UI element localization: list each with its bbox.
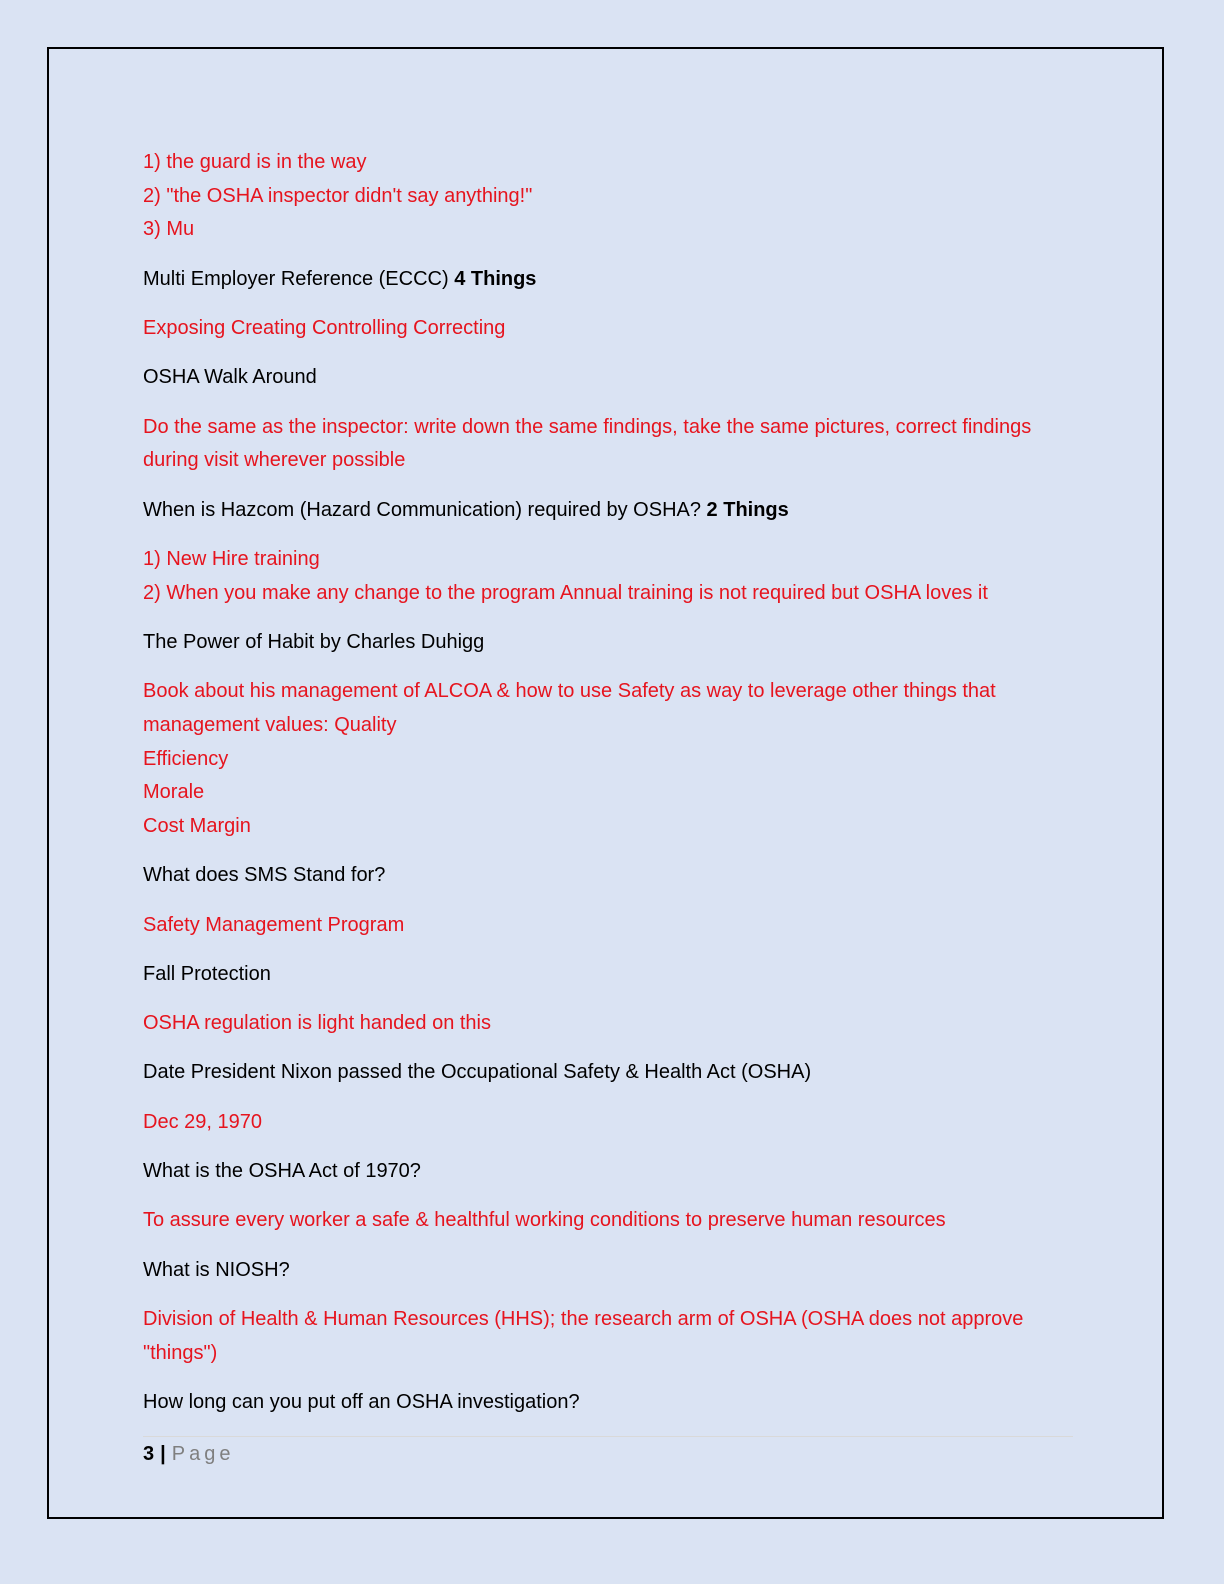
question-text: OSHA Walk Around <box>143 366 317 389</box>
answer-block-2 <box>143 312 1078 346</box>
answer-line: 2) "the OSHA inspector didn't say anything!" <box>143 184 533 207</box>
answer-line: Morale <box>143 781 205 804</box>
answer-block-8 <box>143 1106 1078 1140</box>
answer-line: 3) Mu <box>143 218 195 241</box>
question-fall-protection <box>143 958 1078 992</box>
answer-block-7 <box>143 1007 1078 1041</box>
question-walk-around <box>143 361 1078 395</box>
answer-line: To assure every worker a safe & healthful working conditions to preserve human resources <box>143 1209 946 1232</box>
answer-line: Dec 29, 1970 <box>143 1110 262 1133</box>
page-number: 3 <box>143 1443 155 1465</box>
answer-block-9 <box>143 1204 1078 1238</box>
question-text: Date President Nixon passed the Occupational Safety & Health Act (OSHA) <box>143 1061 812 1084</box>
page-footer <box>143 1440 234 1468</box>
answer-block-10 <box>143 1303 1078 1370</box>
question-text: What is NIOSH? <box>143 1258 290 1281</box>
answer-line: Efficiency <box>143 747 229 770</box>
question-niosh <box>143 1254 1078 1288</box>
answer-line: Cost Margin <box>143 815 251 837</box>
answer-line: Safety Management Program <box>143 913 405 936</box>
answer-block-3 <box>143 411 1078 478</box>
question-text: Fall Protection <box>143 962 271 985</box>
footer-rule <box>143 1436 1073 1437</box>
question-text: When is Hazcom (Hazard Communication) required by OSHA? <box>143 498 707 521</box>
answer-line: 1) the guard is in the way <box>143 151 367 173</box>
answer-block-6 <box>143 909 1078 943</box>
answer-block-1 <box>143 146 1078 247</box>
question-emphasis: 2 Things <box>706 498 789 521</box>
question-nixon <box>143 1056 1078 1090</box>
document-body <box>143 146 1078 1435</box>
answer-line: OSHA regulation is light handed on this <box>143 1012 491 1035</box>
answer-text: Division of Health & Human Resources (HHS); the research arm of OSHA (OSHA does not approve "things") <box>143 1307 1024 1364</box>
question-investigation <box>143 1386 1078 1420</box>
answer-line: 2) When you make any change to the program Annual training is not required but OSHA loves it <box>143 581 988 604</box>
answer-text: Do the same as the inspector: write down the same findings, take the same pictures, correct findings during visit wherever possible <box>143 415 1032 472</box>
answer-block-4 <box>143 543 1078 610</box>
answer-text: Book about his management of ALCOA & how to use Safety as way to leverage other things that management values: Quality <box>143 680 996 736</box>
answer-line: 1) New Hire training <box>143 547 320 570</box>
answer-block-5 <box>143 675 1078 844</box>
question-text: What does SMS Stand for? <box>143 864 386 887</box>
question-multi-employer <box>143 263 1078 297</box>
question-osha-act <box>143 1155 1078 1189</box>
question-text: How long can you put off an OSHA investigation? <box>143 1390 580 1413</box>
footer-separator: | <box>160 1443 166 1465</box>
answer-line: Exposing Creating Controlling Correcting <box>143 317 506 339</box>
question-power-of-habit <box>143 626 1078 660</box>
question-text: The Power of Habit by Charles Duhigg <box>143 630 485 653</box>
question-hazcom <box>143 494 1078 528</box>
question-text: Multi Employer Reference (ECCC) <box>143 267 455 290</box>
question-text: What is the OSHA Act of 1970? <box>143 1160 421 1183</box>
page-label: Page <box>171 1443 235 1465</box>
question-emphasis: 4 Things <box>454 267 537 290</box>
question-sms <box>143 859 1078 893</box>
